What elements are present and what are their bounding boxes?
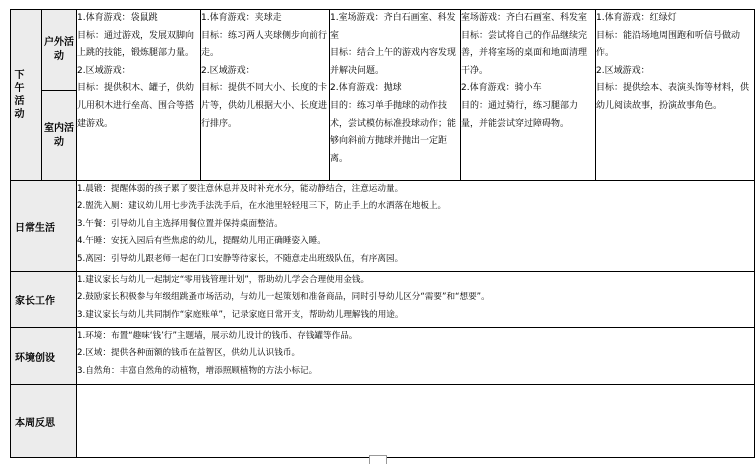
afternoon-cell-wed: 1.室场游戏：齐白石画室、科发室 目标：结合上午的游戏内容发现并解决问题。 2.体育游戏：抛球 目的：练习单手抛球的动作技术，尝试模仿标准投球动作；能够向斜前方抛球并抛出一定距离。 [330, 10, 461, 181]
parent-work-label: 家长工作 [11, 272, 77, 328]
weekly-reflection-label: 本周反思 [11, 385, 77, 458]
afternoon-cell-mon: 1.体育游戏：袋鼠跳 目标：通过游戏，发展双脚向上跳的技能，锻炼腿部力量。 2.区域游戏： 目标：提供积木、罐子，供幼儿用积木进行垒高、围合等搭建游戏。 [77, 10, 201, 181]
daily-life-content: 1.晨锻：提醒体弱的孩子累了要注意休息并及时补充水分，能动静结合，注意运动量。 2.盥洗入厕：建议幼儿用七步洗手法洗手后，在水池里轻轻甩三下，防止手上的水洒落在地板上。 3.午餐：引导幼儿自主选择用餐位置并保持桌面整洁。 4.午睡：安抚入园后有些焦虑的幼儿，提醒幼儿用正确睡姿入睡。 5.离园：引导幼儿跟老师一起在门口安静等待家长，不随意走出班级队伍，有序离园。 [77, 181, 755, 272]
insertion-marker [369, 455, 387, 464]
environment-label: 环境创设 [11, 328, 77, 385]
outdoor-activity-label: 户外活动 [42, 10, 77, 91]
parent-work-content: 1.建议家长与幼儿一起制定“零用钱管理计划”，帮助幼儿学会合理使用金钱。 2.鼓励家长积极参与年级组跳蚤市场活动，与幼儿一起策划和准备商品，同时引导幼儿区分“需要”和“想要”。 3.建议家长与幼儿共同制作“家庭账单”，记录家庭日常开支，帮助幼儿理解钱的用途。 [77, 272, 755, 328]
daily-life-label: 日常生活 [11, 181, 77, 272]
afternoon-cell-thu: 室场游戏：齐白石画室、科发室 目标：尝试将自己的作品继续完善，并将室场的桌面和地面清理干净。 2.体育游戏：骑小车 目的：通过骑行，练习腿部力量，并能尝试穿过障碍物。 [461, 10, 596, 181]
weekly-plan-table [10, 9, 755, 458]
environment-content: 1.环境：布置“趣味‘钱’行”主题墙，展示幼儿设计的钱币、存钱罐等作品。 2.区域：提供各种面额的钱币在益智区，供幼儿认识钱币。 3.自然角：丰富自然角的动植物，增添照顾植物的方法小标记。 [77, 328, 755, 385]
weekly-reflection-content[interactable] [77, 385, 755, 458]
afternoon-activity-label: 下午活动 [11, 10, 42, 181]
afternoon-cell-fri: 1.体育游戏：红绿灯 目标：能沿场地周围跑和听信号做动作。 2.区域游戏： 目标：提供绘本、表演头饰等材料，供幼儿阅读故事，扮演故事角色。 [596, 10, 755, 181]
afternoon-cell-tue: 1.体育游戏：夹球走 目标：练习两人夹球侧步向前行走。 2.区域游戏： 目标：提供不同大小、长度的卡片等，供幼儿根据大小、长度进行排序。 [201, 10, 330, 181]
indoor-activity-label: 室内活动 [42, 91, 77, 181]
